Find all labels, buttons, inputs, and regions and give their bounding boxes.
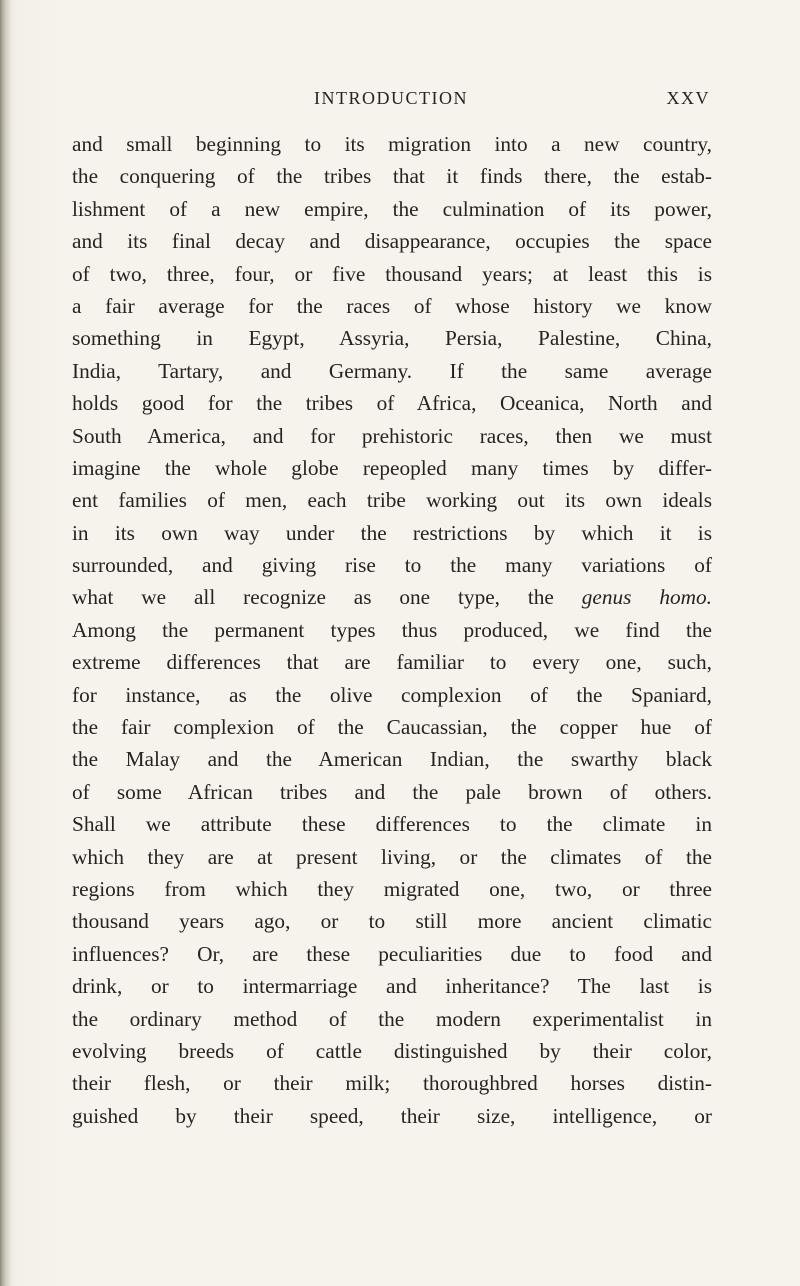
page-binding-edge: [0, 0, 12, 1286]
text-line: Shall we attribute these differences to the climate in: [72, 812, 712, 837]
text-line: Among the permanent types thus produced, we find the: [72, 617, 712, 642]
text-line: India, Tartary, and Germany. If the same average: [72, 358, 712, 383]
page-number: XXV: [666, 88, 710, 108]
text-line: ent families of men, each tribe working out its own ideals: [72, 488, 712, 513]
text-line: holds good for the tribes of Africa, Oceanica, North and: [72, 391, 712, 416]
text-line: imagine the whole globe repeopled many times by differ-: [72, 455, 712, 480]
text-line-genus-homo: [72, 581, 712, 613]
text-line: evolving breeds of cattle distinguished by their color,: [72, 1038, 712, 1063]
text-line: and small beginning to its migration into a new country,: [72, 132, 712, 156]
text-line: extreme differences that are familiar to every one, such,: [72, 650, 712, 675]
text-line: South America, and for prehistoric races, then we must: [72, 423, 712, 448]
line-prefix: what we all recognize as one type, the: [72, 585, 554, 610]
latin-term: genus homo.: [581, 585, 712, 610]
text-line: lishment of a new empire, the culmination of its power,: [72, 196, 712, 221]
text-line: which they are at present living, or the climates of the: [72, 844, 712, 869]
text-line: something in Egypt, Assyria, Persia, Palestine, China,: [72, 326, 712, 351]
text-line: surrounded, and giving rise to the many variations of: [72, 553, 712, 578]
text-line: the conquering of the tribes that it finds there, the estab-: [72, 164, 712, 189]
text-line: the fair complexion of the Caucassian, the copper hue of: [72, 715, 712, 740]
body-text: [72, 128, 712, 1132]
text-line: a fair average for the races of whose history we know: [72, 293, 712, 318]
text-line: in its own way under the restrictions by which it is: [72, 520, 712, 545]
text-line: guished by their speed, their size, intelligence, or: [72, 1103, 712, 1128]
text-line: their flesh, or their milk; thoroughbred horses distin-: [72, 1071, 712, 1096]
text-line: drink, or to intermarriage and inheritance? The last is: [72, 974, 712, 999]
text-line: the ordinary method of the modern experimentalist in: [72, 1006, 712, 1031]
text-line: of two, three, four, or five thousand years; at least this is: [72, 261, 712, 286]
text-line: influences? Or, are these peculiarities due to food and: [72, 941, 712, 966]
text-line: the Malay and the American Indian, the swarthy black: [72, 747, 712, 772]
text-line: regions from which they migrated one, two, or three: [72, 876, 712, 901]
text-line: thousand years ago, or to still more ancient climatic: [72, 909, 712, 934]
text-line: of some African tribes and the pale brown of others.: [72, 779, 712, 804]
chapter-title: INTRODUCTION: [314, 88, 468, 108]
text-line: and its final decay and disappearance, occupies the space: [72, 229, 712, 254]
running-head: [72, 88, 710, 112]
text-line: for instance, as the olive complexion of the Spaniard,: [72, 682, 712, 707]
